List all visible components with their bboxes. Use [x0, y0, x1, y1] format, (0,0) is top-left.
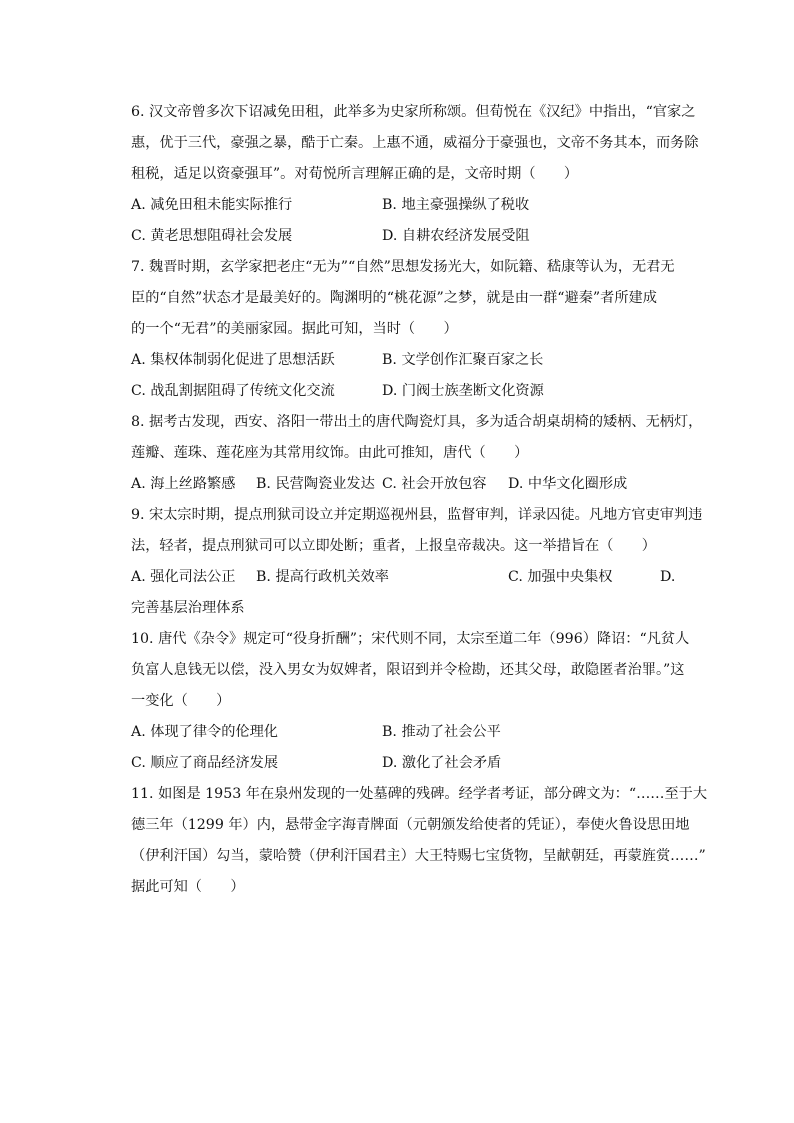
question-7-stem-line-1: 7. 魏晋时期，玄学家把老庄“无为”“自然”思想发扬光大，如阮籍、嵇康等认为，无君无: [131, 259, 675, 275]
question-10-stem-line-2: 负富人息钱无以偿，没入男女为奴婢者，限诏到并令检勘，还其父母，敢隐匿者治罪。”这: [131, 662, 685, 678]
question-6-option-d[interactable]: D. 自耕农经济发展受阻: [382, 228, 530, 244]
question-7-stem-line-3: 的一个“无君”的美丽家园。据此可知，当时（ ）: [131, 321, 458, 337]
question-10-option-a[interactable]: A. 体现了律令的伦理化: [131, 724, 278, 740]
question-11-stem-line-2: 德三年（1299 年）内，悬带金字海青牌面（元朝颁发给使者的凭证），奉使火鲁设思田地: [131, 817, 690, 833]
question-9-stem-line-1: 9. 宋太宗时期，提点刑狱司设立并定期巡视州县，监督审判，详录囚徒。凡地方官吏审判违: [131, 507, 703, 523]
question-9-option-a[interactable]: A. 强化司法公正: [131, 569, 236, 585]
question-7-option-d[interactable]: D. 门阀士族垄断文化资源: [382, 383, 544, 399]
question-8-stem-line-1: 8. 据考古发现，西安、洛阳一带出土的唐代陶瓷灯具，多为适合胡桌胡椅的矮柄、无柄灯，: [131, 414, 703, 430]
question-6-option-a[interactable]: A. 减免田租未能实际推行: [131, 197, 293, 213]
question-7-option-c[interactable]: C. 战乱割据阻碍了传统文化交流: [131, 383, 335, 399]
question-11-stem-line-1: 11. 如图是 1953 年在泉州发现的一处墓碑的残碑。经学者考证，部分碑文为：“……至于大: [131, 786, 708, 802]
question-6-stem-line-3: 租税，适足以资豪强耳”。对荀悦所言理解正确的是，文帝时期（ ）: [131, 166, 579, 182]
question-11-stem-line-3: （伊利汗国）勾当，蒙哈赞（伊利汗国君主）大王特赐七宝货物，呈献朝廷，再蒙旌赏……”: [131, 848, 706, 864]
question-11-stem-line-4: 据此可知（ ）: [131, 879, 245, 895]
question-7-stem-line-2: 臣的“自然”状态才是最美好的。陶渊明的“桃花源”之梦，就是由一群“避秦”者所建成: [131, 290, 657, 306]
question-6-stem-line-2: 惠，优于三代，豪强之暴，酷于亡秦。上惠不通，威福分于豪强也，文帝不务其本，而务除: [131, 135, 699, 151]
question-8-option-d[interactable]: D. 中华文化圈形成: [508, 476, 628, 492]
question-7-option-b[interactable]: B. 文学创作汇聚百家之长: [382, 352, 544, 368]
question-10-stem-line-3: 一变化（ ）: [131, 693, 231, 709]
question-8-stem-line-2: 莲瓣、莲珠、莲花座为其常用纹饰。由此可推知，唐代（ ）: [131, 445, 529, 461]
question-9-option-b[interactable]: B. 提高行政机关效率: [256, 569, 389, 585]
question-10-option-b[interactable]: B. 推动了社会公平: [382, 724, 501, 740]
question-7-option-a[interactable]: A. 集权体制弱化促进了思想活跃: [131, 352, 335, 368]
question-9-option-d-text[interactable]: 完善基层治理体系: [131, 600, 245, 616]
question-8-option-b[interactable]: B. 民营陶瓷业发达: [256, 476, 375, 492]
question-10-option-c[interactable]: C. 顺应了商品经济发展: [131, 755, 279, 771]
question-9-option-d[interactable]: D.: [660, 569, 676, 585]
question-10-option-d[interactable]: D. 激化了社会矛盾: [382, 755, 502, 771]
question-6-stem-line-1: 6. 汉文帝曾多次下诏减免田租，此举多为史家所称颂。但荀悦在《汉纪》中指出，“官家之: [131, 104, 696, 120]
question-9-option-c[interactable]: C. 加强中央集权: [508, 569, 613, 585]
question-9-stem-line-2: 法，轻者，提点刑狱司可以立即处断；重者，上报皇帝裁决。这一举措旨在（ ）: [131, 538, 656, 554]
question-8-option-c[interactable]: C. 社会开放包容: [382, 476, 487, 492]
question-6-option-b[interactable]: B. 地主豪强操纵了税收: [382, 197, 530, 213]
question-8-option-a[interactable]: A. 海上丝路繁感: [131, 476, 236, 492]
question-10-stem-line-1: 10. 唐代《杂令》规定可“役身折酬”；宋代则不同，太宗至道二年（996）降诏：“凡贫人: [131, 631, 690, 647]
question-6-option-c[interactable]: C. 黄老思想阻碍社会发展: [131, 228, 293, 244]
